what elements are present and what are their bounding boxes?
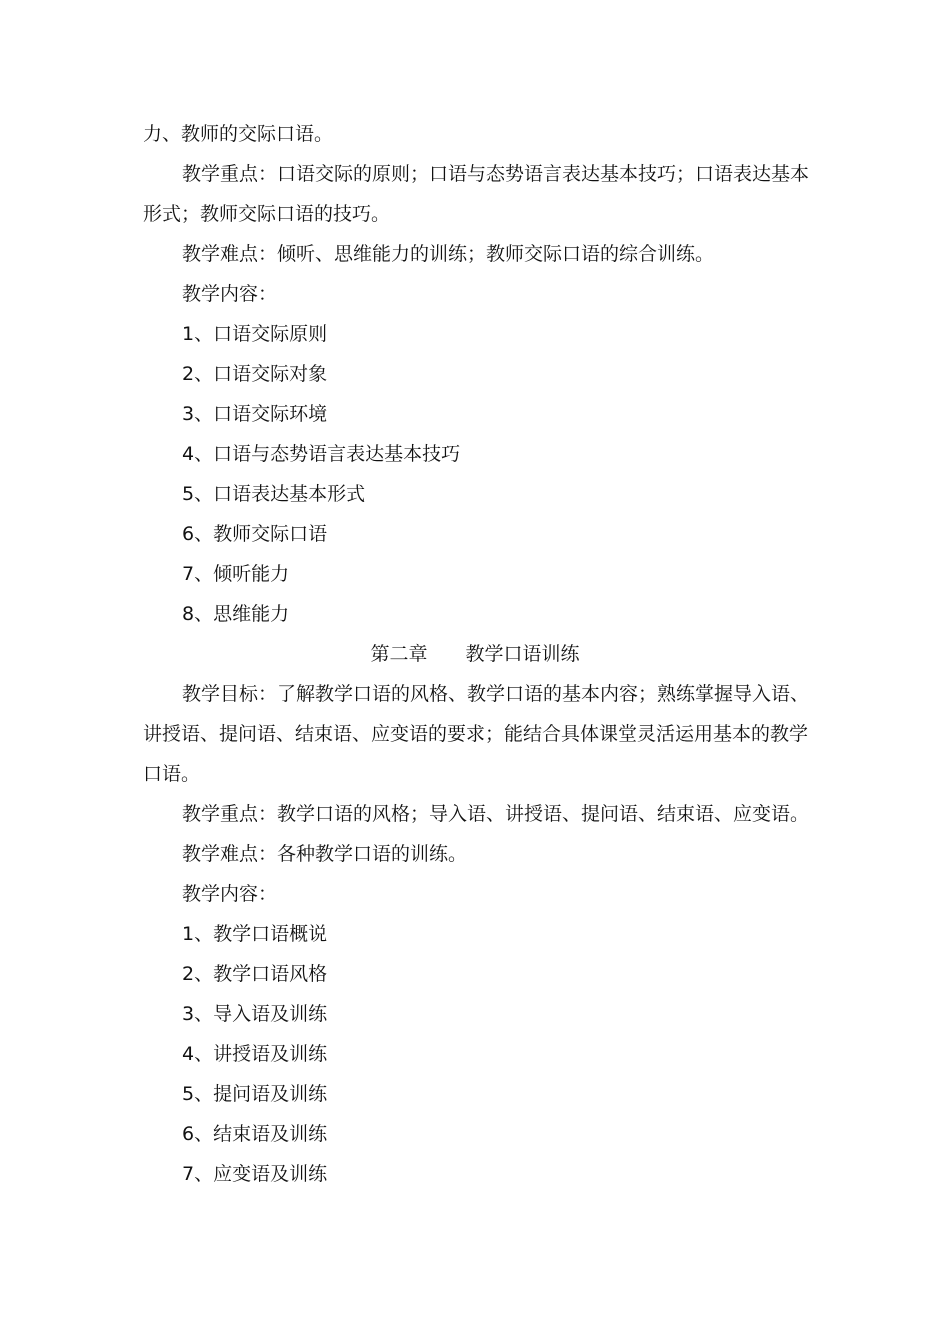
list-item: 3、口语交际环境	[182, 403, 328, 425]
chapter-heading	[0, 634, 950, 674]
teaching-goal-line1: 教学目标：了解教学口语的风格、教学口语的基本内容；熟练掌握导入语、	[182, 683, 810, 705]
teaching-difficulty: 教学难点：倾听、思维能力的训练；教师交际口语的综合训练。	[182, 243, 715, 265]
list-item: 4、口语与态势语言表达基本技巧	[182, 443, 461, 465]
chapter-number: 第二章	[370, 643, 428, 665]
list-item: 6、教师交际口语	[182, 523, 328, 545]
list-item: 3、导入语及训练	[182, 1003, 328, 1025]
list-item: 7、应变语及训练	[182, 1163, 328, 1185]
teaching-goal-line3: 口语。	[143, 763, 201, 785]
list-item: 8、思维能力	[182, 603, 290, 625]
list-item: 5、口语表达基本形式	[182, 483, 366, 505]
teaching-content-label: 教学内容：	[182, 283, 278, 305]
teaching-focus-line1: 教学重点：口语交际的原则；口语与态势语言表达基本技巧；口语表达基本	[182, 163, 810, 185]
teaching-goal-line2: 讲授语、提问语、结束语、应变语的要求；能结合具体课堂灵活运用基本的教学	[143, 723, 809, 745]
chapter-title: 教学口语训练	[465, 643, 580, 665]
list-item: 2、教学口语风格	[182, 963, 328, 985]
teaching-difficulty: 教学难点：各种教学口语的训练。	[182, 843, 468, 865]
teaching-content-label: 教学内容：	[182, 883, 278, 905]
list-item: 2、口语交际对象	[182, 363, 328, 385]
list-item: 5、提问语及训练	[182, 1083, 328, 1105]
teaching-focus-line2: 形式；教师交际口语的技巧。	[143, 203, 391, 225]
list-item: 1、口语交际原则	[182, 323, 328, 345]
list-item: 6、结束语及训练	[182, 1123, 328, 1145]
teaching-focus: 教学重点：教学口语的风格；导入语、讲授语、提问语、结束语、应变语。	[182, 803, 810, 825]
list-item: 7、倾听能力	[182, 563, 290, 585]
paragraph-end: 力、教师的交际口语。	[143, 123, 334, 145]
list-item: 4、讲授语及训练	[182, 1043, 328, 1065]
list-item: 1、教学口语概说	[182, 923, 328, 945]
